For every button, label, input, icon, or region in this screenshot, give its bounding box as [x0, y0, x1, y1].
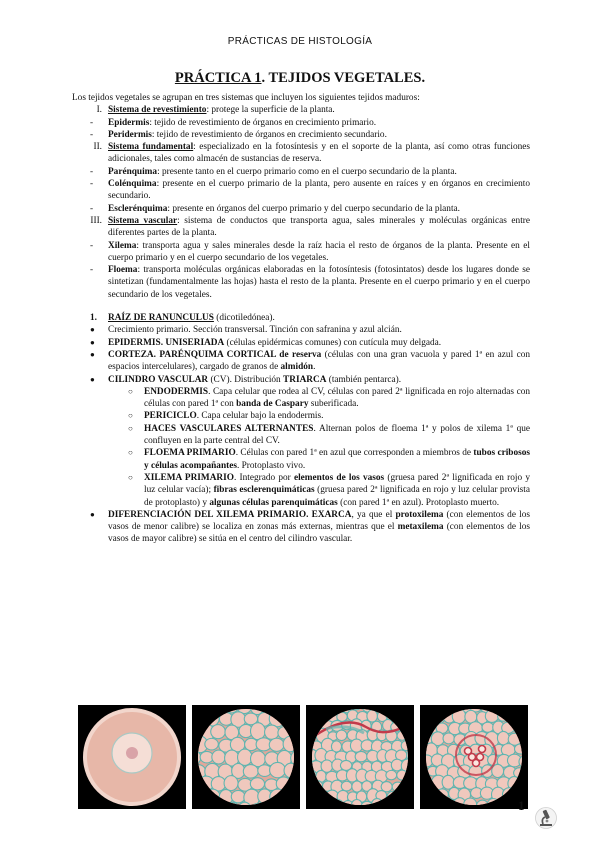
system-2-num: II.: [93, 142, 102, 153]
bullet-bold: almidón: [280, 362, 314, 373]
system-3-desc: : sistema de conductos que transporta agua, sales minerales y moléculas orgánicas entre diferentes partes de la planta.: [108, 215, 530, 239]
tissue-name: Xilema: [108, 240, 137, 251]
dash-marker: -: [90, 203, 94, 214]
bullet-text: (también pentarca).: [326, 374, 402, 385]
dash-marker: -: [90, 240, 94, 251]
bullet-text: (con elementos de los vasos de mayor calibre) se sitúa en el centro del cilindro vascular.: [108, 522, 530, 545]
bullet-bold: CILINDRO VASCULAR: [108, 374, 209, 385]
sub-text: (gruesa pared 2ª lignificada en rojo y luz celular vacía);: [144, 472, 530, 496]
tissue-desc: : tejido de revestimiento de órganos en crecimiento secundario.: [151, 129, 387, 140]
sub-bold: algunas células parenquimáticas: [209, 497, 338, 508]
micrograph-overview: [78, 705, 186, 809]
section-1-title-rest: (dicotiledónea).: [213, 313, 275, 324]
bullet-diferenciacion: [72, 509, 530, 546]
tissue-peridermis: [72, 129, 530, 141]
dash-marker: -: [90, 166, 94, 177]
sub-text: . Células con pared 1ª en azul que corresponden a miembros de: [235, 448, 474, 459]
system-3-name: Sistema vascular: [108, 215, 178, 226]
system-1: [72, 104, 530, 116]
micrograph-vascular-cylinder: [420, 705, 528, 809]
bullet-bold: EPIDERMIS. UNISERIADA: [108, 337, 225, 348]
bullet-cilindro: [72, 374, 530, 386]
sub-bold: banda de Caspary: [236, 399, 309, 410]
bullet-text: .: [313, 362, 316, 373]
document-body: [72, 92, 530, 546]
sub-periciclo: [72, 410, 530, 422]
section-1-title: RAÍZ DE RANUNCULUS: [108, 313, 214, 324]
tissue-name: Colénquima: [108, 179, 157, 190]
tissue-epidermis: [72, 117, 530, 129]
micrograph-cortex: [192, 705, 300, 809]
title-rest: . TEJIDOS VEGETALES.: [261, 70, 426, 86]
sub-bold: FLOEMA PRIMARIO: [144, 448, 236, 459]
sub-bold: fibras esclerenquimáticas: [213, 485, 315, 496]
sub-text: . Integrado por: [233, 472, 294, 483]
bullet-marker: ●: [90, 349, 95, 359]
tissue-desc: : transporta moléculas orgánicas elaboradas en la fotosíntesis (fotosintatos) desde los lugares donde se sintetizan (fundamentalmente las hojas) hasta el resto de la planta. Presente en el cuerpo primario y en el cuerpo secundario de los vegetales.: [108, 265, 530, 300]
page-header: PRÁCTICAS DE HISTOLOGÍA: [227, 36, 373, 47]
sub-text: . Capa celular bajo la endodermis.: [196, 411, 324, 422]
sub-text: . Protoplasto vivo.: [236, 460, 306, 471]
system-1-num: I.: [96, 105, 102, 116]
tissue-desc: : tejido de revestimiento de órganos en crecimiento primario.: [149, 117, 377, 128]
system-2: [72, 141, 530, 166]
sub-bold: ENDODERMIS: [144, 386, 209, 397]
bullet-bold: DIFERENCIACIÓN DEL XILEMA PRIMARIO. EXARCA: [108, 509, 352, 520]
system-2-name: Sistema fundamental: [108, 142, 194, 153]
bullet-marker: ●: [90, 374, 95, 384]
tissue-colenquima: [72, 178, 530, 203]
bullet-bold: metaxilema: [397, 522, 444, 533]
tissue-desc: : presente en el cuerpo primario de la planta, pero ausente en raíces y en órganos en crecimiento secundario.: [108, 179, 530, 202]
tissue-floema: [72, 264, 530, 301]
bullet-bold: TRIARCA: [283, 374, 327, 385]
circle-marker: ○: [128, 411, 133, 421]
dash-marker: -: [90, 129, 94, 140]
sub-text: . Capa celular que rodea al CV, células con pared 2ª lignificada en rojo alternadas con células con pared 1ª con: [144, 386, 530, 410]
tissue-desc: : transporta agua y sales minerales desde la raíz hacia el resto de órganos de la planta. Presente en el cuerpo primario y en el cuerpo secundario de los vegetales.: [108, 240, 530, 263]
tissue-parenquima: [72, 166, 530, 178]
circle-marker: ○: [128, 472, 133, 482]
tissue-desc: : presente tanto en el cuerpo primario como en el cuerpo secundario de la planta.: [157, 166, 457, 177]
bullet-epidermis: [72, 337, 530, 349]
bullet-text: (CV). Distribución: [208, 374, 284, 385]
dash-marker: -: [90, 117, 94, 128]
sub-text: (con pared 1ª en azul). Protoplasto muerto.: [337, 497, 500, 508]
sub-xilema: [72, 472, 530, 509]
bullet-bold: protoxilema: [395, 509, 444, 520]
tissue-xilema: [72, 240, 530, 265]
section-1-num: 1.: [90, 313, 97, 324]
system-3: [72, 215, 530, 240]
circle-marker: ○: [128, 448, 133, 458]
micrograph-epidermis: [306, 705, 414, 809]
bullet-marker: ●: [90, 509, 95, 519]
sub-bold: elementos de los vasos: [293, 472, 385, 483]
system-1-name: Sistema de revestimiento: [108, 105, 207, 116]
tissue-desc: : presente en órganos del cuerpo primario y del cuerpo secundario de la planta.: [167, 203, 460, 214]
tissue-esclerenquima: [72, 203, 530, 215]
system-2-desc: : especializado en la fotosíntesis y en el soporte de la planta, así como otras funciones adicionales, tales como almacén de sustancias de reserva.: [108, 142, 531, 165]
sub-text: . Alternan polos de floema 1ª y polos de xilema 1ª que confluyen en la parte central del CV.: [144, 423, 531, 447]
tissue-name: Floema: [108, 265, 138, 276]
sub-endodermis: [72, 386, 530, 411]
micrograph-strip: [78, 705, 530, 809]
sub-haces: [72, 423, 530, 448]
section-1-heading: [72, 312, 530, 324]
dash-marker: -: [90, 265, 94, 276]
tissue-name: Peridermis: [108, 129, 152, 140]
sub-text: (gruesa pared 2ª lignificada en rojo y luz celular provista de protoplasto) y: [144, 485, 530, 508]
bullet-marker: ●: [90, 325, 95, 335]
tissue-name: Epidermis: [108, 117, 150, 128]
bullet-crecimiento: [72, 324, 530, 336]
sub-text: suberificada.: [308, 399, 359, 410]
bullet-text: , ya que el: [351, 509, 396, 520]
page-title: [0, 70, 600, 87]
sub-floema: [72, 447, 530, 472]
tissue-name: Esclerénquima: [108, 203, 168, 214]
system-1-desc: : protege la superficie de la planta.: [206, 105, 335, 116]
system-3-num: III.: [90, 215, 102, 226]
sub-bold: HACES VASCULARES ALTERNANTES: [144, 423, 314, 434]
bullet-text: (células epidérmicas comunes) con cutícula muy delgada.: [224, 337, 442, 348]
bullet-bold: CORTEZA. PARÉNQUIMA CORTICAL de reserva: [108, 349, 322, 360]
page-number: 1: [518, 798, 525, 813]
bullet-marker: ●: [90, 337, 95, 347]
dash-marker: -: [90, 179, 94, 190]
tissue-name: Parénquima: [108, 166, 158, 177]
title-practice: PRÁCTICA 1: [174, 70, 262, 86]
microscope-icon: [535, 806, 557, 835]
sub-bold: tubos cribosos y células acompañantes: [144, 448, 530, 471]
bullet-text: (células con una gran vacuola y pared 1ª en azul con espacios intercelulares), cargado de granos de: [108, 349, 530, 373]
sub-bold: PERICICLO: [144, 411, 197, 422]
bullet-text: (con elementos de los vasos de menor calibre) se localiza en zonas más externas, mientras que el: [108, 509, 531, 533]
sub-bold: XILEMA PRIMARIO: [144, 472, 234, 483]
intro-paragraph: Los tejidos vegetales se agrupan en tres sistemas que incluyen los siguientes tejidos maduros:: [72, 93, 420, 103]
bullet-corteza: [72, 349, 530, 374]
circle-marker: ○: [128, 423, 133, 433]
circle-marker: ○: [128, 386, 133, 396]
bullet-text: Crecimiento primario. Sección transversal. Tinción con safranina y azul alcián.: [108, 325, 402, 336]
